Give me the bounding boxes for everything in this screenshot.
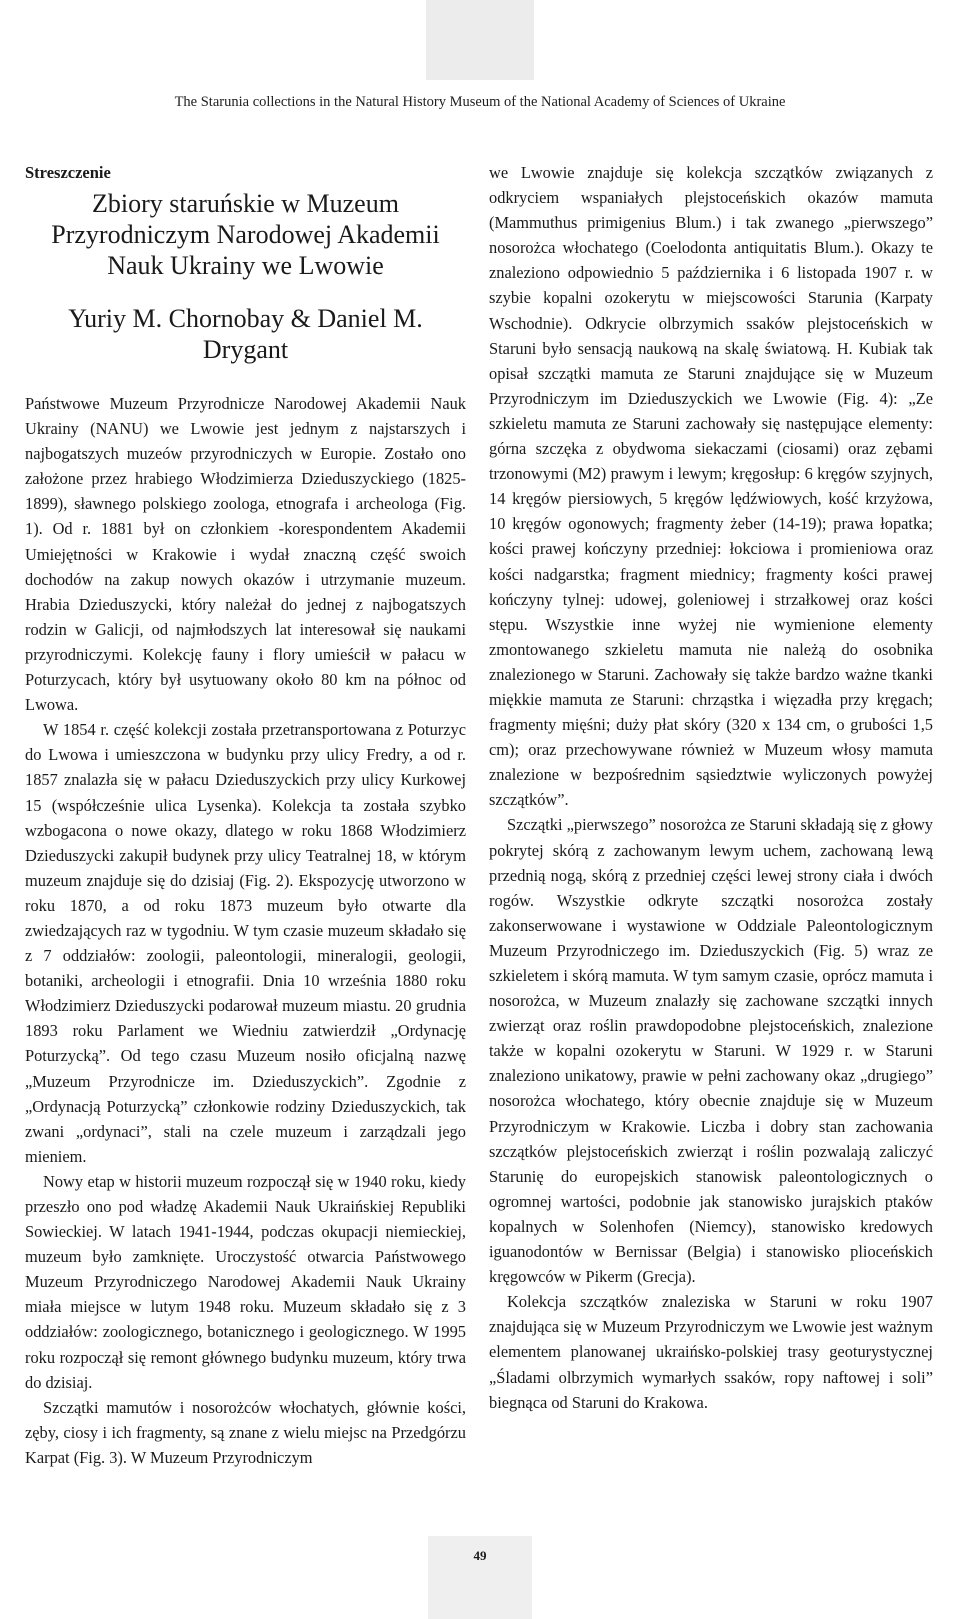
- left-column: [25, 160, 466, 1470]
- paragraph: Szczątki mamutów i nosorożców włochatych, głównie kości, zęby, ciosy i ich fragmenty, są znane z wielu miejsc na Przedgórzu Karpat (Fig. 3). W Muzeum Przyrodniczym: [25, 1397, 466, 1467]
- right-column: [489, 160, 933, 1415]
- top-page-tab: [426, 0, 534, 80]
- paragraph: Szczątki „pierwszego” nosorożca ze Staruni składają się z głowy pokrytej skórą z zachowanym lewym uchem, zachowaną lewą przednią nogą, skórą z przedniej części lewej strony ciała i dwóch rogów. Wszystkie odkryte szczątki nosorożca zostały zakonserwowane i wystawione w Oddziale Paleontologicznym Muzeum Przyrodniczego im. Dzieduszyckich (Fig. 5) wraz ze szkieletem i skórą mamuta. W tym samym czasie, oprócz mamuta i nosorożca, w Muzeum znalazły się zachowane szczątki innych zwierząt oraz roślin prawdopodobne plejstoceńskich, znalezione także w kopalni ozokerytu w Staruni. W 1929 r. w Staruni znaleziono unikatowy, prawie w pełni zachowany okaz „drugiego” nosorożca włochatego, który obecnie znajduje się w Muzeum Przyrodniczym w Krakowie. Liczba i dobry stan zachowania szczątków plejstoceńskich zwierząt i roślin pozwalają zaliczyć Starunię do europejskich stanowisk paleontologicznych o ogromnej wartości, podobnie jak stanowisko jurajskich ptaków kopalnych w Solenhofen (Niemcy), stanowisko kredowych iguanodontów w Bernissar (Belgia) i stanowisko plioceńskich kręgowców w Pikerm (Grecja).: [489, 815, 933, 1287]
- abstract-label: Streszczenie: [25, 163, 111, 182]
- article-title: Zbiory staruńskie w Muzeum Przyrodniczym Narodowej Akademii Nauk Ukrainy we Lwowie: [51, 189, 440, 280]
- authors: Yuriy M. Chornobay & Daniel M. Drygant: [68, 304, 423, 364]
- paragraph: W 1854 r. część kolekcji została przetransportowana z Poturzyc do Lwowa i umieszczona w budynku przy ulicy Fredry, a od r. 1857 znalazła się w pałacu Dzieduszyckich przy ulicy Kurkowej 15 (współcześnie ulica Lysenka). Kolekcja ta została szybko wzbogacona o nowe okazy, dlatego w roku 1868 Włodzimierz Dzieduszycki zakupił budynek przy ulicy Teatralnej 18, w którym muzeum znajduje się do dzisiaj (Fig. 2). Ekspozycję utworzono w roku 1870, a od roku 1873 muzeum było otwarte dla zwiedzających raz w tygodniu. W tym czasie muzeum składało się z 7 oddziałów: zoologii, paleontologii, mineralogii, geologii, botaniki, archeologii i etnografii. Dnia 10 września 1880 roku Włodzimierz Dzieduszycki podarował muzeum miastu. 20 grudnia 1893 roku Parlament we Wiedniu zatwierdził „Ordynację Poturzycką”. Od tego czasu Muzeum nosiło oficjalną nazwę „Muzeum Przyrodnicze im. Dzieduszyckich”. Zgodnie z „Ordynacją Poturzycką” członkowie rodziny Dzieduszyckich, tak zwani „ordynaci”, stali na czele muzeum i zarządzali jego mieniem.: [25, 720, 466, 1166]
- paragraph: Kolekcja szczątków znaleziska w Staruni w roku 1907 znajdująca się w Muzeum Przyrodniczym we Lwowie jest ważnym elementem planowanej ukraińsko-polskiej trasy geoturystycznej „Śladami olbrzymich wymarłych ssaków, ropy naftowej i soli” biegnąca od Staruni do Krakowa.: [489, 1292, 933, 1412]
- paragraph: Państwowe Muzeum Przyrodnicze Narodowej Akademii Nauk Ukrainy (NANU) we Lwowie jest jednym z najstarszych i najbogatszych muzeów przyrodniczych w Europie. Zostało ono założone przez hrabiego Włodzimierza Dzieduszyckiego (1825-1899), sławnego polskiego zoologa, etnografa i archeologa (Fig. 1). Od r. 1881 był on członkiem -korespondentem Akademii Umiejętności w Krakowie i wydał znaczną część swoich dochodów na zakup nowych okazów i utrzymanie muzeum. Hrabia Dzieduszycki, który należał do jednej z najbogatszych rodzin w Galicji, od najmłodszych lat interesował się naukami przyrodniczymi. Kolekcję fauny i flory umieścił w pałacu w Poturzycach, który był usytuowany około 80 km na północ od Lwowa.: [25, 394, 466, 715]
- page-number: 49: [473, 1548, 487, 1563]
- paragraph: we Lwowie znajduje się kolekcja szczątków związanych z odkryciem wspaniałych plejstoceńskich okazów mamuta (Mammuthus primigenius Blum.) i tak zwanego „pierwszego” nosorożca włochatego (Coelodonta antiquitatis Blum.). Okazy te znaleziono odpowiednio 5 października i 6 listopada 1907 r. w szybie kopalni ozokerytu w miejscowości Starunia (Karpaty Wschodnie). Odkrycie olbrzymich ssaków plejstoceńskich w Staruni było sensacją naukową na skalę światową. H. Kubiak tak opisał szczątki mamuta ze Staruni znajdujące się w Muzeum Przyrodniczym im Dzieduszyckich we Lwowie (Fig. 4): „Ze szkieletu mamuta ze Staruni zachowały się następujące elementy: górna szczęka z obydwoma siekaczami (ciosami) oraz zębami trzonowymi (M2) prawym i lewym; kręgosłup: 6 kręgów szyjnych, 14 kręgów piersiowych, 5 kręgów lędźwiowych, kość krzyżowa, 10 kręgów ogonowych; fragmenty żeber (14-19); prawa łopatka; kości prawej kończyny przedniej: łokciowa i promieniowa oraz kości nadgarstka; fragment miednicy; fragmenty kości prawej kończyny tylnej: udowej, goleniowej i strzałkowej oraz kości stępu. Wszystkie inne wyżej nie wymienione elementy zmontowanego szkieletu mamuta nie należą do osobnika znalezionego w Staruni. Zachowały się także bardzo ważne tkanki miękkie mamuta ze Staruni: chrząstka i więzadła przy kręgach; fragmenty mięśni; duży płat skóry (320 x 134 cm, o grubości 1,5 cm); oraz przechowywane również w Muzeum włosy mamuta znalezione w bezpośrednim sąsiedztwie wyliczonych powyżej szczątków”.: [489, 163, 933, 810]
- running-header: The Starunia collections in the Natural History Museum of the National Academy of Sciences of Ukraine: [174, 94, 786, 110]
- page-number-box: [428, 1536, 532, 1619]
- paragraph: Nowy etap w historii muzeum rozpoczął się w 1940 roku, kiedy przeszło ono pod władzę Akademii Nauk Ukraińskiej Republiki Sowieckiej. W latach 1941-1944, podczas okupacji niemieckiej, muzeum było zamknięte. Uroczystość otwarcia Państwowego Muzeum Przyrodniczego Narodowej Akademii Nauk Ukrainy miała miejsce w lutym 1948 roku. Muzeum składało się z 3 oddziałów: zoologicznego, botanicznego i geologicznego. W 1995 roku rozpoczął się remont głównego budynku muzeum, który trwa do dzisiaj.: [25, 1171, 466, 1392]
